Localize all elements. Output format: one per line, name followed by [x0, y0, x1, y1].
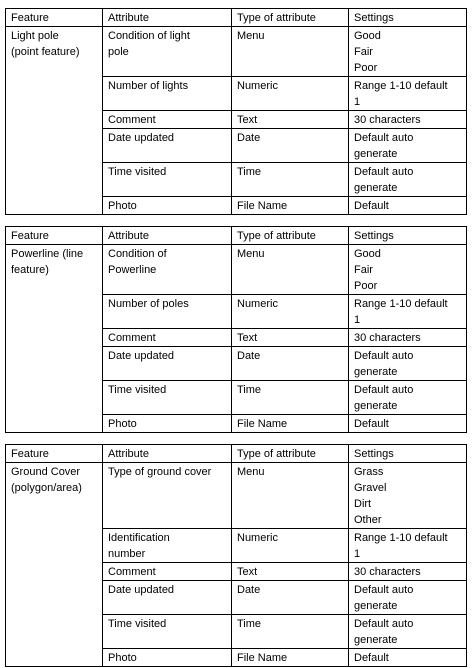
attribute-cell — [103, 415, 232, 433]
header-settings: Settings — [349, 9, 467, 27]
attribute-cell-line: Number of lights — [108, 80, 189, 92]
settings-cell-line: Default — [354, 418, 389, 430]
feature-name — [6, 245, 103, 433]
attribute-cell — [103, 245, 232, 295]
feature-name-line: (point feature) — [11, 46, 80, 58]
attribute-cell-line: Date updated — [108, 132, 175, 144]
settings-cell-line: Range 1-10 default — [354, 532, 448, 544]
type-cell: Text — [232, 563, 349, 581]
attribute-cell-line: Time visited — [108, 384, 167, 396]
attribute-cell — [103, 77, 232, 111]
type-cell: File Name — [232, 197, 349, 215]
settings-cell-line: Poor — [354, 62, 378, 74]
header-attribute: Attribute — [103, 9, 232, 27]
feature-name-line: Powerline (line — [11, 248, 84, 260]
type-cell: Text — [232, 329, 349, 347]
feature-table — [5, 8, 467, 215]
type-cell: Numeric — [232, 529, 349, 563]
header-attribute: Attribute — [103, 227, 232, 245]
attribute-cell-line: Photo — [108, 200, 137, 212]
settings-cell-line: 1 — [354, 314, 361, 326]
settings-cell-line: generate — [354, 366, 398, 378]
table-header-row — [6, 9, 467, 27]
settings-cell — [349, 463, 467, 529]
type-cell: Date — [232, 581, 349, 615]
settings-cell — [349, 529, 467, 563]
settings-cell-line: Poor — [354, 280, 378, 292]
type-cell: Text — [232, 111, 349, 129]
type-cell: Numeric — [232, 295, 349, 329]
settings-cell — [349, 77, 467, 111]
header-settings: Settings — [349, 445, 467, 463]
attribute-cell-line: Type of ground cover — [108, 466, 212, 478]
attribute-cell — [103, 463, 232, 529]
settings-cell-line: generate — [354, 634, 398, 646]
attribute-cell — [103, 347, 232, 381]
attribute-cell-line: Photo — [108, 418, 137, 430]
settings-cell — [349, 163, 467, 197]
attribute-cell — [103, 163, 232, 197]
settings-cell-line: Good — [354, 248, 381, 260]
type-cell: Time — [232, 381, 349, 415]
settings-cell-line: Default auto — [354, 384, 414, 396]
attribute-cell-line: Photo — [108, 652, 137, 664]
attribute-cell — [103, 295, 232, 329]
table-row — [6, 27, 467, 77]
settings-cell-line: generate — [354, 148, 398, 160]
header-feature: Feature — [6, 9, 103, 27]
settings-cell — [349, 347, 467, 381]
settings-cell-line: Default auto — [354, 166, 414, 178]
type-cell: Menu — [232, 463, 349, 529]
settings-cell-line: Other — [354, 514, 382, 526]
feature-name-line: Light pole — [11, 30, 59, 42]
feature-table — [5, 226, 467, 433]
settings-cell-line: Default auto — [354, 132, 414, 144]
type-cell: Menu — [232, 245, 349, 295]
attribute-cell — [103, 563, 232, 581]
settings-cell-line: Range 1-10 default — [354, 80, 448, 92]
settings-cell — [349, 381, 467, 415]
settings-cell — [349, 415, 467, 433]
settings-cell-line: Range 1-10 default — [354, 298, 448, 310]
settings-cell — [349, 615, 467, 649]
settings-cell-line: 30 characters — [354, 114, 421, 126]
settings-cell-line: generate — [354, 400, 398, 412]
settings-cell — [349, 27, 467, 77]
settings-cell-line: 30 characters — [354, 566, 421, 578]
table-header-row — [6, 445, 467, 463]
header-settings: Settings — [349, 227, 467, 245]
attribute-cell-line: Date updated — [108, 350, 175, 362]
header-type: Type of attribute — [232, 227, 349, 245]
settings-cell-line: Good — [354, 30, 381, 42]
attribute-cell-line: Condition of — [108, 248, 167, 260]
settings-cell-line: 1 — [354, 96, 361, 108]
settings-cell-line: Grass — [354, 466, 384, 478]
type-cell: File Name — [232, 415, 349, 433]
header-type: Type of attribute — [232, 9, 349, 27]
type-cell: File Name — [232, 649, 349, 667]
attribute-cell — [103, 129, 232, 163]
settings-cell — [349, 295, 467, 329]
attribute-cell — [103, 649, 232, 667]
type-cell: Time — [232, 615, 349, 649]
settings-cell-line: 30 characters — [354, 332, 421, 344]
attribute-cell-line: Comment — [108, 114, 156, 126]
settings-cell-line: 1 — [354, 548, 361, 560]
settings-cell — [349, 563, 467, 581]
settings-cell — [349, 197, 467, 215]
header-feature: Feature — [6, 227, 103, 245]
attribute-cell — [103, 329, 232, 347]
header-feature: Feature — [6, 445, 103, 463]
settings-cell — [349, 649, 467, 667]
settings-cell — [349, 129, 467, 163]
attribute-cell-line: Date updated — [108, 584, 175, 596]
settings-cell-line: generate — [354, 600, 398, 612]
table-row — [6, 463, 467, 529]
type-cell: Menu — [232, 27, 349, 77]
attribute-cell-line: Powerline — [108, 264, 157, 276]
settings-cell-line: Fair — [354, 264, 373, 276]
attribute-cell-line: Identification — [108, 532, 170, 544]
settings-cell — [349, 329, 467, 347]
settings-cell-line: Default — [354, 652, 389, 664]
attribute-cell-line: Comment — [108, 566, 156, 578]
type-cell: Numeric — [232, 77, 349, 111]
feature-name-line: (polygon/area) — [11, 482, 82, 494]
attribute-cell-line: Time visited — [108, 166, 167, 178]
attribute-cell — [103, 581, 232, 615]
header-type: Type of attribute — [232, 445, 349, 463]
attribute-cell-line: number — [108, 548, 146, 560]
attribute-cell-line: Comment — [108, 332, 156, 344]
attribute-cell — [103, 529, 232, 563]
attribute-cell-line: pole — [108, 46, 129, 58]
settings-cell-line: Fair — [354, 46, 373, 58]
feature-name-line: Ground Cover — [11, 466, 81, 478]
table-row — [6, 245, 467, 295]
attribute-cell-line: Number of poles — [108, 298, 189, 310]
attribute-cell — [103, 615, 232, 649]
settings-cell — [349, 245, 467, 295]
settings-cell — [349, 581, 467, 615]
table-header-row — [6, 227, 467, 245]
settings-cell — [349, 111, 467, 129]
settings-cell-line: Gravel — [354, 482, 387, 494]
settings-cell-line: generate — [354, 182, 398, 194]
feature-name-line: feature) — [11, 264, 49, 276]
attribute-cell — [103, 197, 232, 215]
header-attribute: Attribute — [103, 445, 232, 463]
type-cell: Date — [232, 129, 349, 163]
attribute-cell — [103, 27, 232, 77]
attribute-cell — [103, 381, 232, 415]
attribute-cell — [103, 111, 232, 129]
settings-cell-line: Default — [354, 200, 389, 212]
attribute-cell-line: Time visited — [108, 618, 167, 630]
feature-table — [5, 444, 467, 667]
settings-cell-line: Default auto — [354, 618, 414, 630]
settings-cell-line: Default auto — [354, 584, 414, 596]
attribute-cell-line: Condition of light — [108, 30, 190, 42]
feature-name — [6, 27, 103, 215]
type-cell: Time — [232, 163, 349, 197]
feature-name — [6, 463, 103, 667]
settings-cell-line: Default auto — [354, 350, 414, 362]
type-cell: Date — [232, 347, 349, 381]
settings-cell-line: Dirt — [354, 498, 372, 510]
